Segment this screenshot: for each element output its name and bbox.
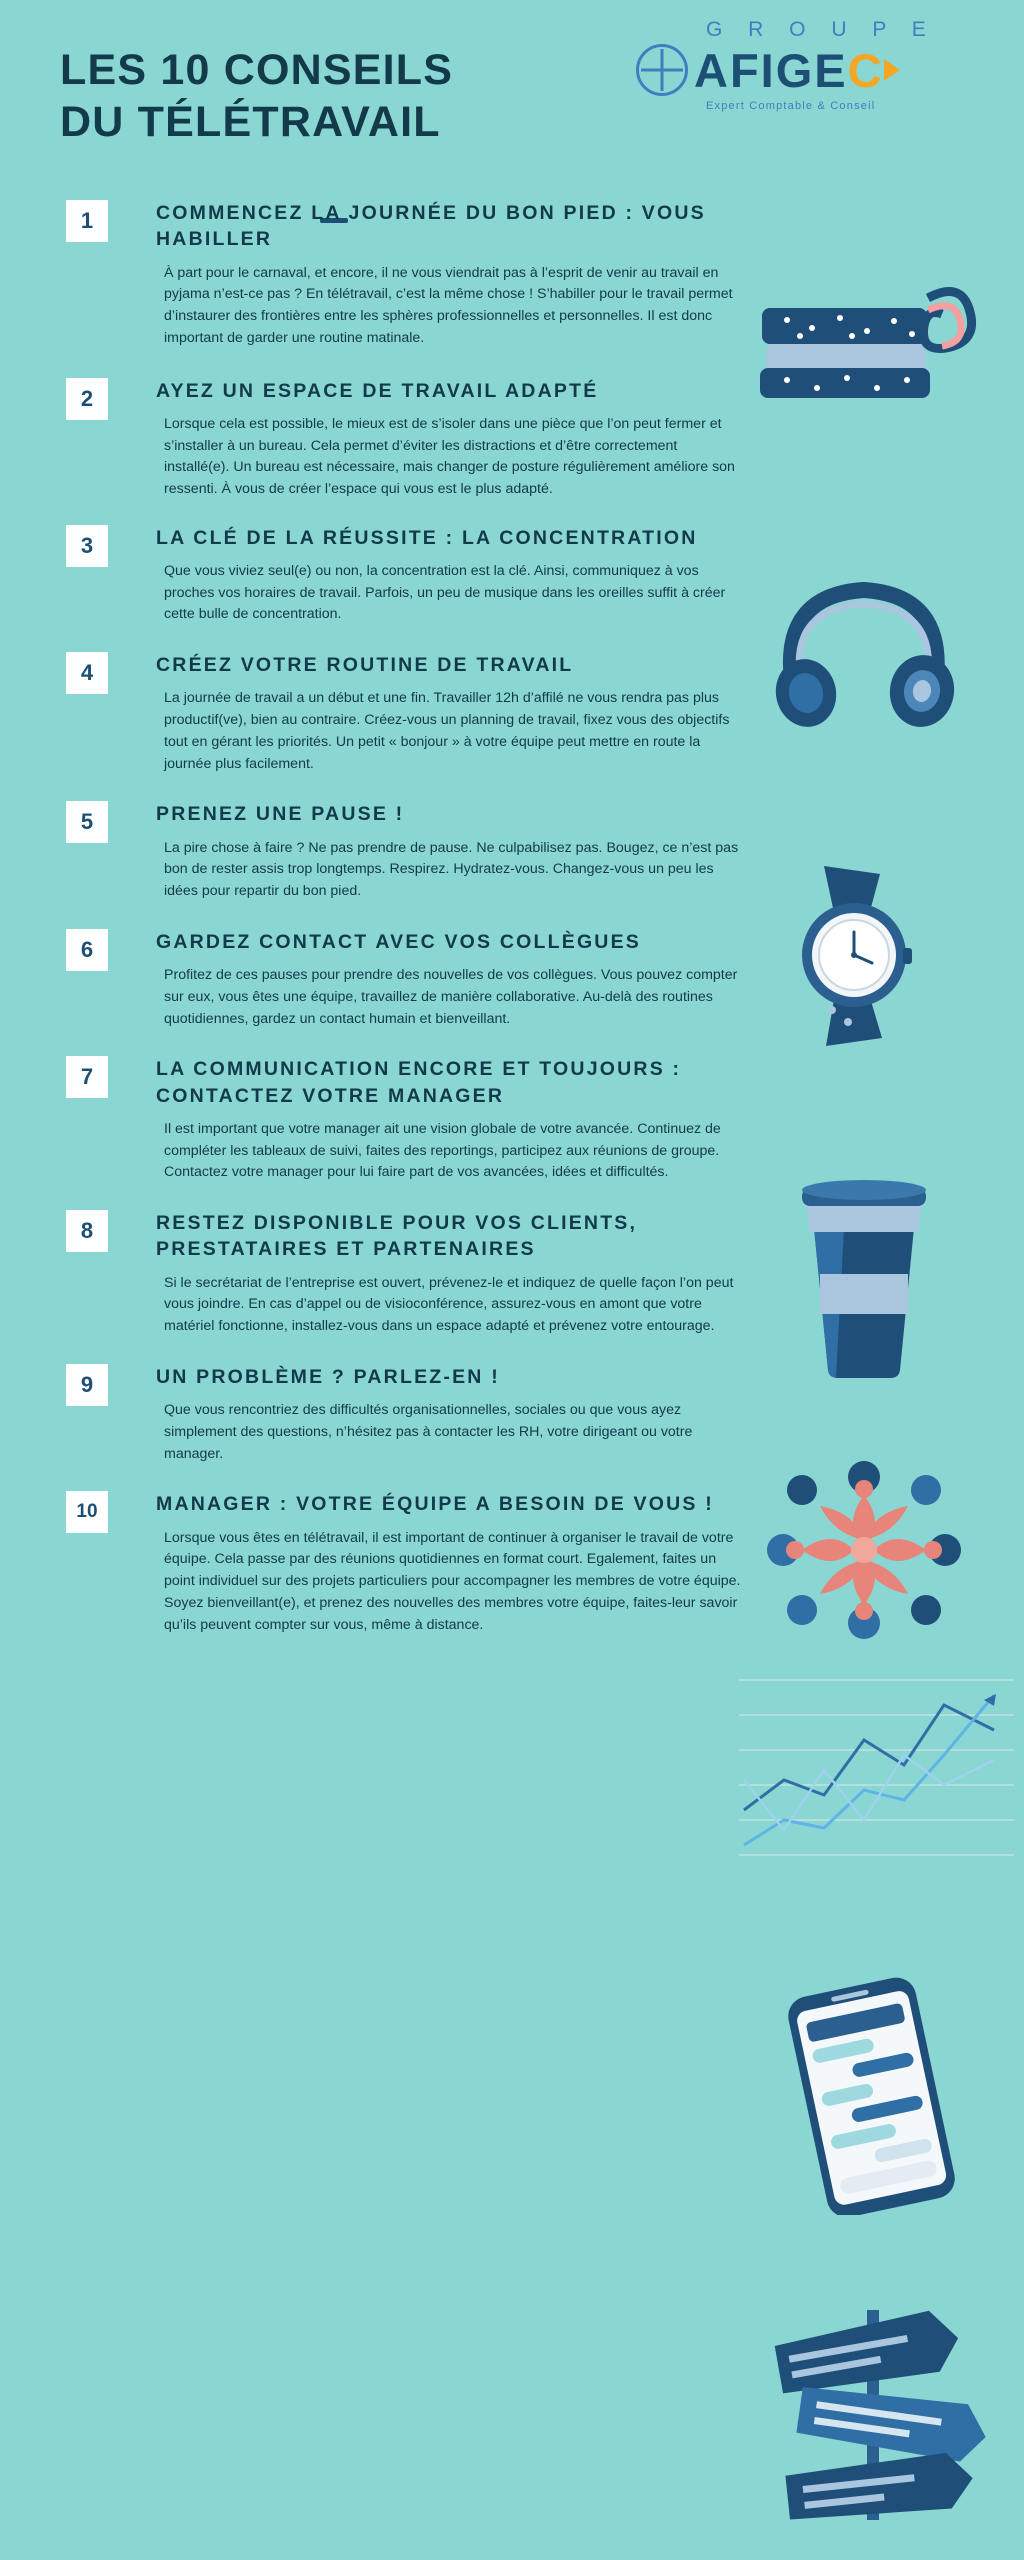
tip-title: LA CLÉ DE LA RÉUSSITE : LA CONCENTRATION: [156, 526, 698, 549]
tip-item: [0, 1491, 1024, 1636]
logo-tagline: Expert Comptable & Conseil: [706, 100, 876, 112]
tip-title: CRÉEZ VOTRE ROUTINE DE TRAVAIL: [156, 654, 574, 677]
tip-title: PRENEZ UNE PAUSE !: [156, 803, 405, 826]
tip-text: Que vous viviez seul(e) ou non, la concentration est la clé. Ainsi, communiquez à vos proches vos horaires de travail. Parfois, un peu de musique dans les oreilles suffit à créer cette bulle de concentration.: [164, 563, 726, 623]
tip-item: [0, 1364, 1024, 1465]
tip-item: [0, 525, 1024, 626]
tip-title: COMMENCEZ LA JOURNÉE DU BON PIED : VOUS HABILLER: [156, 202, 706, 251]
tip-number: 6: [66, 929, 108, 971]
tip-title: LA COMMUNICATION ENCORE ET TOUJOURS : CONTACTEZ VOTRE MANAGER: [156, 1058, 682, 1107]
tip-title: UN PROBLÈME ? PARLEZ-EN !: [156, 1365, 500, 1388]
tip-text: Lorsque cela est possible, le mieux est de s’isoler dans une pièce que l’on peut fermer et s’installer à un bureau. Cela permet d’éviter les distractions et d’être correctement installé(e). Un bureau est nécessaire, mais changer de posture régulièrement améliore son ressenti. À vous de créer l’espace qui vous est le plus adapté.: [164, 415, 735, 497]
tip-item: [0, 378, 1024, 501]
tip-text: La journée de travail a un début et une fin. Travailler 12h d’affilé ne vous rendra pas plus productif(ve), bien au contraire. Créez-vous un planning de travail, fixez vous des objectifs tout en gérant les priorités. Un petit « bonjour » à votre équipe peut mettre en route la journée plus facilement.: [164, 690, 730, 772]
tip-number: 4: [66, 652, 108, 694]
header: [0, 0, 1024, 200]
tip-number: 1: [66, 200, 108, 242]
logo-groupe-text: G R O U P E: [706, 18, 936, 41]
arrow-icon: [884, 59, 900, 81]
direction-signs-icon: [759, 2290, 994, 2525]
tip-number: 2: [66, 378, 108, 420]
tip-text: Lorsque vous êtes en télétravail, il est important de continuer à organiser le travail de votre équipe. Cela passe par des réunions quotidiennes en format court. Egalement, faites un point individuel sur des projets particuliers pour accompagner les membres de votre équipe. Soyez bienveillant(e), et prenez des nouvelles des membres votre équipe, faites-leur savoir qu’ils peuvent compter sur vous, même à distance.: [164, 1529, 741, 1633]
company-logo: [636, 18, 966, 112]
tip-item: [0, 929, 1024, 1030]
logo-name-text: AFIGE: [694, 43, 848, 97]
tip-item: [0, 200, 1024, 350]
tip-item: [0, 1056, 1024, 1184]
smartphone-chat-icon: [766, 1975, 976, 2215]
tip-text: Profitez de ces pauses pour prendre des nouvelles de vos collègues. Vous pouvez compter sur eux, vous êtes une équipe, travaillez de manière collaborative. Au-delà des routines quotidiennes, gardez un contact humain et bienveillant.: [164, 967, 738, 1027]
tip-text: À part pour le carnaval, et encore, il ne vous viendrait pas à l’esprit de venir au travail en pyjama n’est-ce pas ? En télétravail, c’est la même chose ! S’habiller pour le travail permet d’instaurer des frontières entre les sphères professionnelles et personnelles. Il est donc important de garder une routine matinale.: [164, 264, 733, 346]
tip-number: 3: [66, 525, 108, 567]
tip-text: Il est important que votre manager ait une vision globale de votre avancée. Continuez de compléter les tableaux de suivi, faites des reportings, participez aux réunions de groupe. Contactez votre manager pour lui faire part de vos avancées, idées et difficultés.: [164, 1120, 721, 1181]
tip-text: Si le secrétariat de l’entreprise est ouvert, prévenez-le et indiquez de quelle façon l’on peut vous joindre. En cas d’appel ou de visioconférence, assurez-vous en amont que votre matériel fonctionne, installez-vous dans un espace adapté et prévenez votre entourage.: [164, 1274, 734, 1335]
title-line-2: DU TÉLÉTRAVAIL: [60, 98, 441, 147]
tip-number: 7: [66, 1056, 108, 1098]
tip-item: [0, 1210, 1024, 1338]
logo-wordmark: [636, 44, 966, 96]
tip-item: [0, 652, 1024, 775]
line-chart-icon: [739, 1660, 1014, 1875]
tip-text: La pire chose à faire ? Ne pas prendre de pause. Ne culpabilisez pas. Bougez, ce n’est pas bon de rester assis trop longtemps. Respirez. Hydratez-vous. Changez-vous un peu les idées pour repartir du bon pied.: [164, 839, 739, 900]
tip-number: 8: [66, 1210, 108, 1252]
title-line-1: LES 10 CONSEILS: [60, 46, 454, 94]
tip-title: GARDEZ CONTACT AVEC VOS COLLÈGUES: [156, 930, 642, 953]
tip-text: Que vous rencontriez des difficultés organisationnelles, sociales ou que vous ayez simplement des questions, n’hésitez pas à contacter les RH, votre dirigeant ou votre manager.: [164, 1402, 693, 1462]
tip-number: 10: [66, 1491, 108, 1533]
globe-icon: [636, 44, 688, 96]
page-title: [60, 44, 620, 149]
tip-title: RESTEZ DISPONIBLE POUR VOS CLIENTS, PRESTATAIRES ET PARTENAIRES: [156, 1212, 638, 1261]
tip-number: 5: [66, 801, 108, 843]
tip-item: [0, 801, 1024, 902]
tips-list: [0, 200, 1024, 1662]
tip-title: MANAGER : VOTRE ÉQUIPE A BESOIN DE VOUS !: [156, 1493, 714, 1516]
logo-accent-letter: C: [847, 43, 882, 97]
tip-number: 9: [66, 1364, 108, 1406]
tip-title: AYEZ UN ESPACE DE TRAVAIL ADAPTÉ: [156, 379, 599, 402]
